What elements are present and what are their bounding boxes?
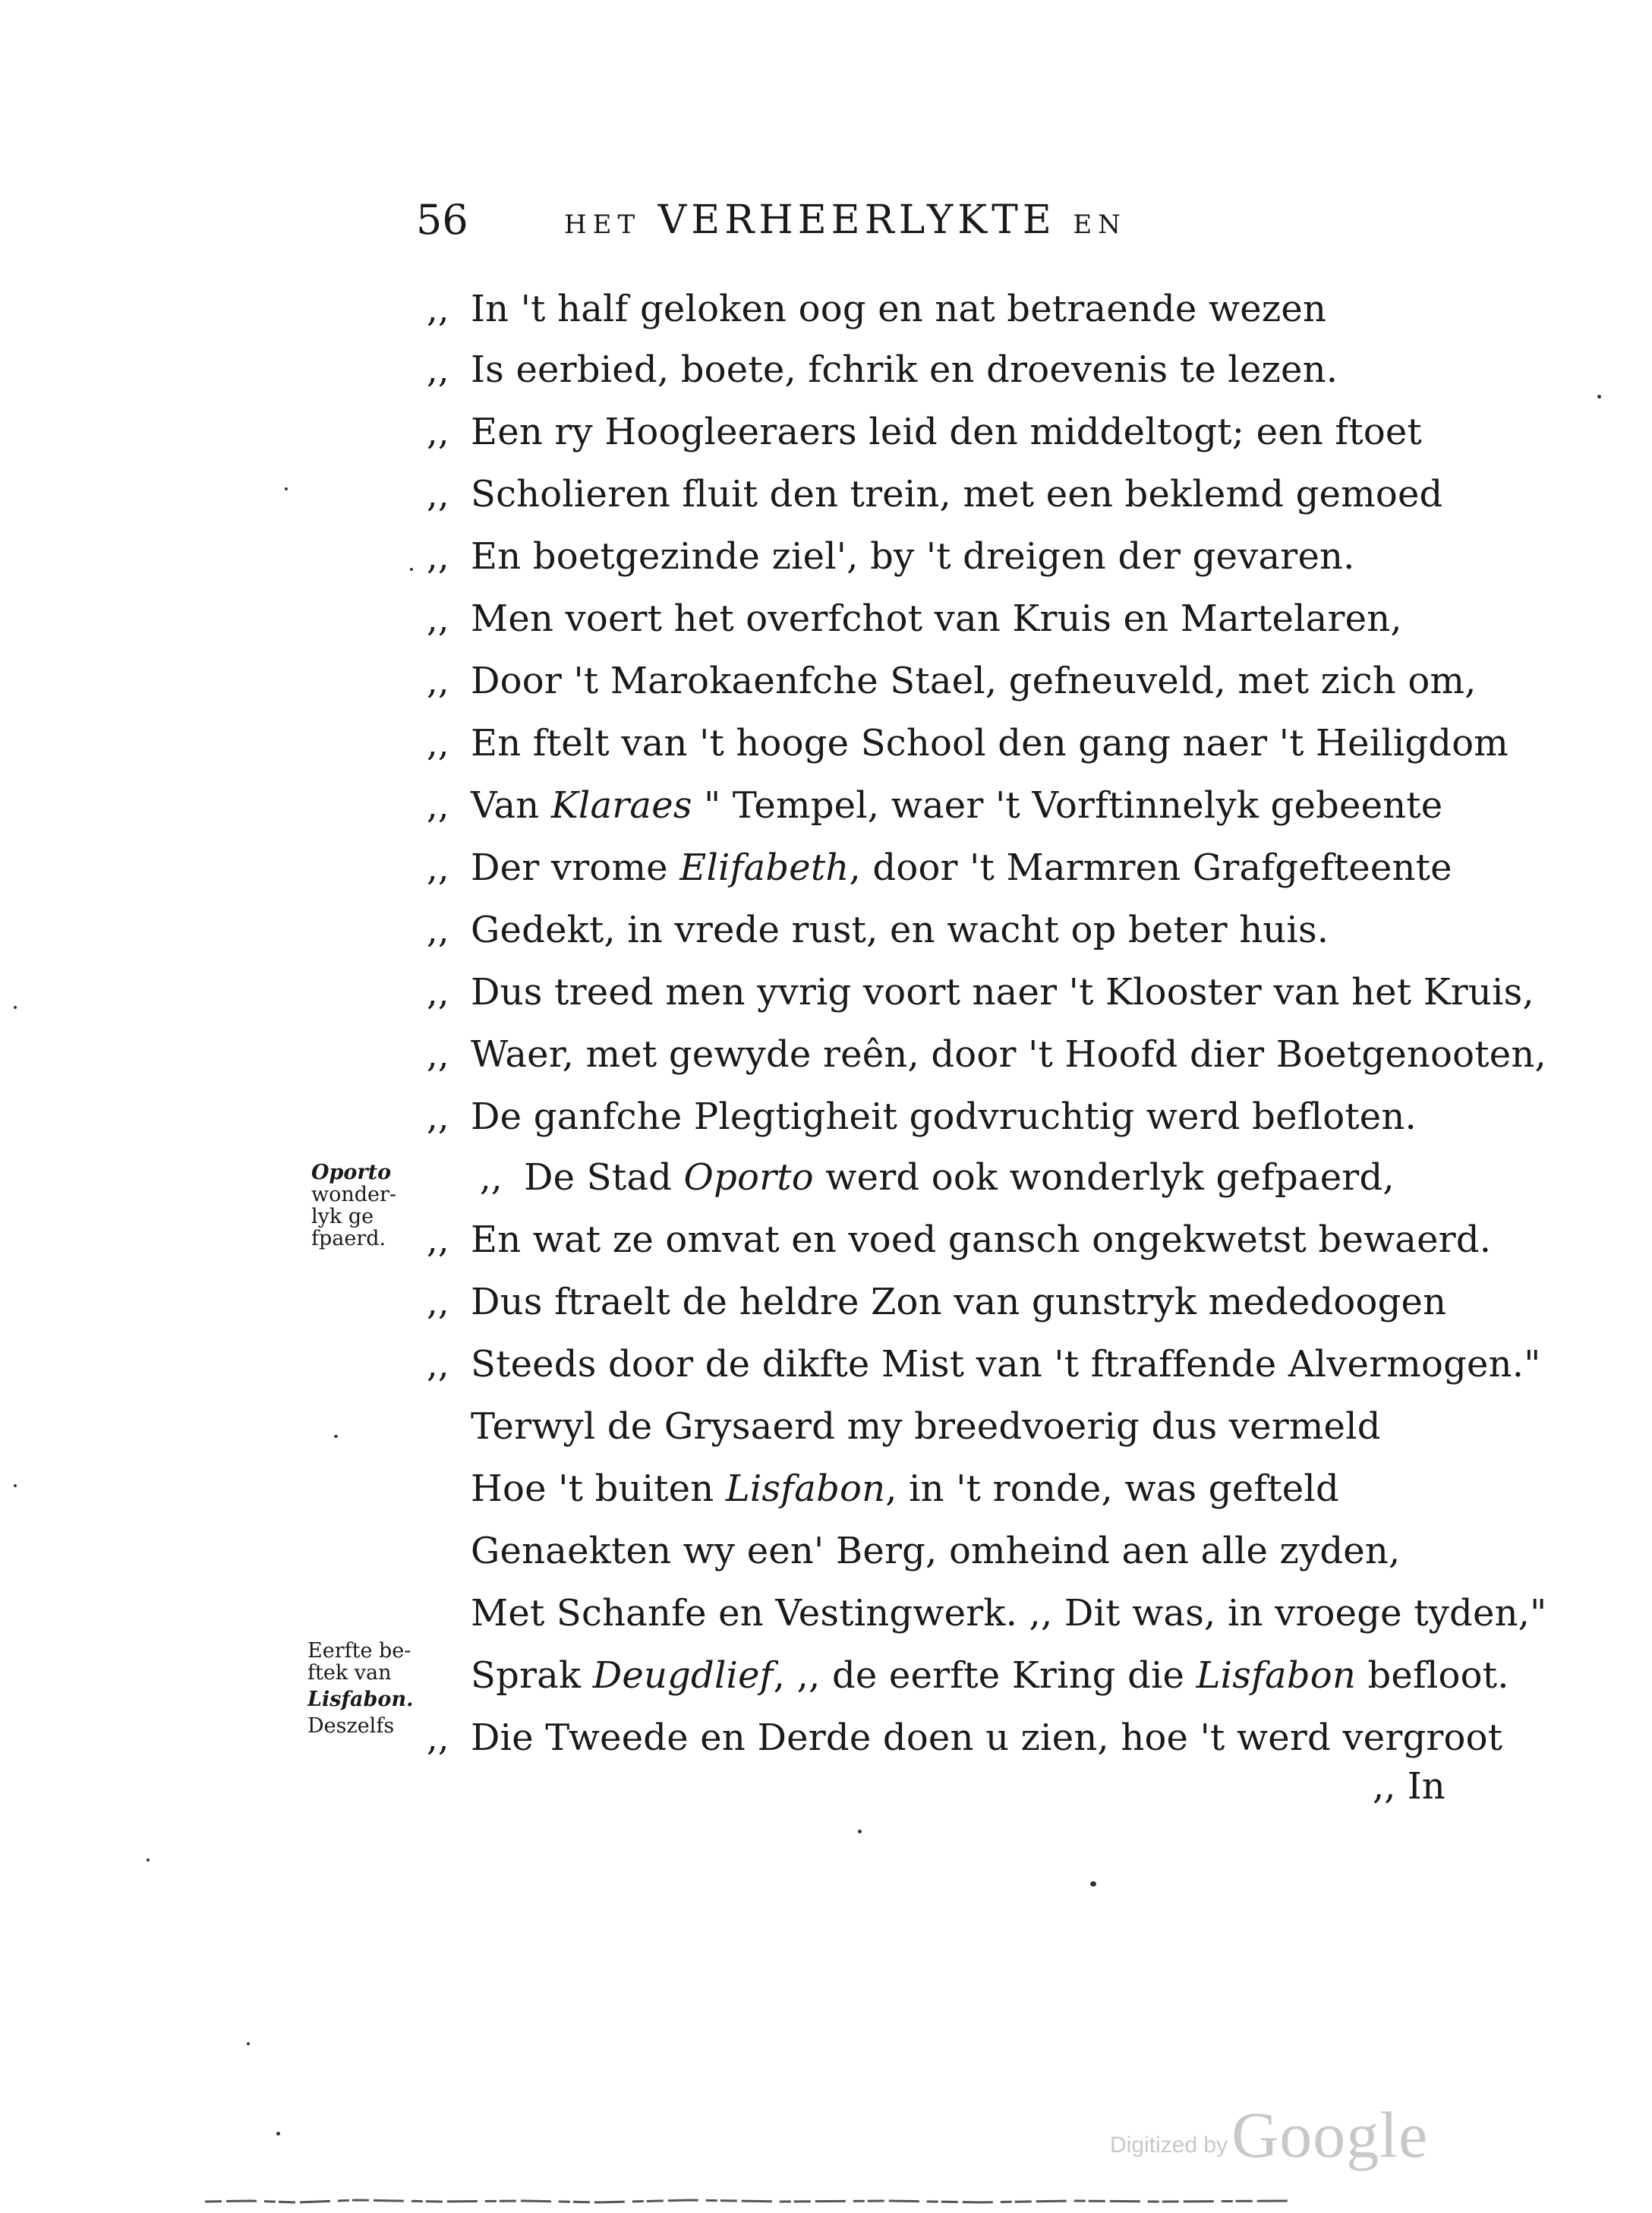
verse-line bbox=[427, 530, 1355, 583]
verse-line bbox=[471, 1649, 1509, 1702]
verse-fragment: , in 't ronde, was gefteld bbox=[885, 1467, 1339, 1510]
verse-fragment: En boetgezinde ziel', by 't dreigen der gevaren. bbox=[471, 535, 1355, 578]
verse-fragment: Van bbox=[471, 784, 551, 827]
verse-text bbox=[471, 597, 1402, 640]
quote-mark: ,, bbox=[427, 1034, 449, 1075]
verse-fragment: Gedekt, in vrede rust, en wacht op beter huis. bbox=[471, 909, 1329, 951]
marginal-line: Oporto bbox=[311, 1161, 392, 1184]
verse-fragment: " Tempel, waer 't Vorftinnelyk gebeente bbox=[692, 784, 1443, 827]
verse-line bbox=[480, 1151, 1395, 1204]
verse-fragment: Genaekten wy een' Berg, omheind aen alle zyden, bbox=[471, 1530, 1401, 1572]
quote-mark: ,, bbox=[427, 411, 449, 452]
verse-fragment: Dus ftraelt de heldre Zon van gunstryk mededoogen bbox=[471, 1281, 1447, 1323]
verse-text bbox=[471, 1343, 1540, 1385]
page-number: 56 bbox=[416, 196, 468, 244]
italic-name: Oporto bbox=[683, 1156, 814, 1199]
verse-line bbox=[427, 343, 1338, 396]
verse-text bbox=[471, 1281, 1446, 1323]
quote-mark: ,, bbox=[427, 972, 449, 1013]
marginal-line: Deszelfs bbox=[307, 1714, 395, 1738]
quote-mark: ,, bbox=[427, 288, 449, 329]
verse-text bbox=[471, 971, 1534, 1014]
verse-line bbox=[427, 1213, 1491, 1266]
verse-fragment: Hoe 't buiten bbox=[471, 1467, 726, 1510]
quote-mark: ,, bbox=[427, 1344, 449, 1385]
italic-name: Lisfabon bbox=[725, 1467, 886, 1510]
verse-line bbox=[427, 1028, 1546, 1081]
verse-text bbox=[471, 535, 1355, 578]
verse-line bbox=[427, 282, 1326, 336]
watermark-prefix: Digitized by bbox=[1110, 2133, 1228, 2158]
verse-text bbox=[471, 1095, 1417, 1138]
verse-fragment: Met Schanfe en Vestingwerk. ,, Dit was, in vroege tyden," bbox=[471, 1592, 1547, 1635]
verse-text bbox=[471, 1530, 1400, 1572]
verse-fragment: befloot. bbox=[1356, 1654, 1509, 1697]
verse-fragment: Een ry Hoogleeraers leid den middeltogt; een ftoet bbox=[471, 411, 1423, 453]
verse-fragment: Die Tweede en Derde doen u zien, hoe 't werd vergroot bbox=[471, 1716, 1503, 1759]
digitized-watermark bbox=[1110, 2097, 1428, 2173]
verse-line bbox=[427, 405, 1422, 459]
verse-fragment: De Stad bbox=[524, 1156, 684, 1199]
verse-text bbox=[471, 660, 1477, 702]
verse-fragment: , door 't Marmren Grafgefteente bbox=[849, 846, 1452, 889]
marginal-note-oporto bbox=[311, 1162, 396, 1250]
verse-text bbox=[471, 1716, 1502, 1759]
verse-fragment: In 't half geloken oog en nat betraende wezen bbox=[471, 288, 1327, 330]
italic-name: Klaraes bbox=[550, 784, 692, 827]
verse-line bbox=[427, 1711, 1502, 1764]
quote-mark: ,, bbox=[480, 1157, 503, 1198]
verse-line bbox=[427, 1275, 1446, 1329]
verse-text bbox=[471, 1467, 1339, 1510]
quote-mark: ,, bbox=[427, 1281, 449, 1322]
running-title-main: VERHEERLYKTE bbox=[657, 197, 1056, 243]
verse-line bbox=[427, 654, 1477, 708]
quote-mark: ,, bbox=[427, 723, 449, 764]
catchword: ,, In bbox=[1373, 1765, 1446, 1808]
verse-text bbox=[471, 1405, 1381, 1448]
marginal-line: Lisfabon. bbox=[307, 1688, 414, 1711]
verse-line bbox=[471, 1524, 1400, 1578]
verse-fragment: De ganfche Plegtigheit godvruchtig werd befloten. bbox=[471, 1095, 1417, 1138]
verse-fragment: Scholieren fluit den trein, met een beklemd gemoed bbox=[471, 473, 1443, 515]
italic-name: Deugdlief bbox=[592, 1654, 774, 1697]
verse-line bbox=[427, 717, 1509, 770]
verse-line bbox=[471, 1587, 1546, 1640]
marginal-line: ftek van bbox=[307, 1661, 392, 1685]
verse-line bbox=[427, 592, 1402, 645]
verse-text bbox=[471, 348, 1338, 391]
running-title bbox=[564, 194, 1127, 251]
verse-fragment: Steeds door de dikfte Mist van 't ftraffende Alvermogen." bbox=[471, 1343, 1541, 1385]
running-title-lead: HET bbox=[564, 210, 642, 240]
verse-line bbox=[427, 841, 1452, 894]
verse-line bbox=[471, 1462, 1339, 1515]
quote-mark: ,, bbox=[427, 1219, 449, 1260]
verse-line bbox=[427, 1338, 1540, 1391]
google-logo: Google bbox=[1231, 2098, 1429, 2171]
verse-fragment: Door 't Marokaenfche Stael, gefneuveld, met zich om, bbox=[471, 660, 1477, 702]
verse-line bbox=[427, 1090, 1417, 1143]
quote-mark: ,, bbox=[427, 1096, 449, 1137]
bottom-edge-mark bbox=[205, 2199, 1291, 2205]
italic-name: Elifabeth bbox=[679, 846, 850, 889]
verse-line bbox=[427, 779, 1442, 832]
page-header bbox=[416, 194, 1464, 247]
verse-fragment: Is eerbied, boete, fchrik en droevenis te lezen. bbox=[471, 348, 1338, 391]
running-title-tail: EN bbox=[1073, 210, 1127, 240]
verse-fragment: Der vrome bbox=[471, 846, 680, 889]
quote-mark: ,, bbox=[427, 660, 449, 701]
verse-fragment: Dus treed men yvrig voort naer 't Klooster van het Kruis, bbox=[471, 971, 1534, 1014]
verse-text bbox=[471, 1592, 1546, 1635]
verse-text bbox=[471, 722, 1509, 764]
quote-mark: ,, bbox=[427, 598, 449, 639]
verse-line bbox=[427, 903, 1329, 957]
verse-text bbox=[471, 473, 1442, 515]
quote-mark: ,, bbox=[427, 1717, 449, 1758]
verse-text bbox=[471, 1218, 1491, 1261]
verse-line bbox=[427, 966, 1534, 1019]
verse-fragment: Sprak bbox=[471, 1654, 593, 1697]
verse-fragment: Waer, met gewyde reên, door 't Hoofd dier Boetgenooten, bbox=[471, 1033, 1546, 1076]
quote-mark: ,, bbox=[427, 536, 449, 577]
quote-mark: ,, bbox=[427, 785, 449, 826]
verse-text bbox=[524, 1156, 1395, 1199]
marginal-line: fpaerd. bbox=[311, 1227, 386, 1250]
verse-line bbox=[471, 1400, 1381, 1453]
quote-mark: ,, bbox=[427, 474, 449, 515]
verse-text bbox=[471, 288, 1326, 330]
verse-fragment: Terwyl de Grysaerd my breedvoerig dus vermeld bbox=[471, 1405, 1381, 1448]
quote-mark: ,, bbox=[427, 909, 449, 950]
quote-mark: ,, bbox=[427, 847, 449, 888]
verse-text bbox=[471, 411, 1422, 453]
verse-text bbox=[471, 846, 1452, 889]
quote-mark: ,, bbox=[427, 349, 449, 390]
marginal-note-lisfabon bbox=[307, 1640, 413, 1737]
verse-fragment: Men voert het overfchot van Kruis en Martelaren, bbox=[471, 597, 1402, 640]
marginal-line: lyk ge bbox=[311, 1205, 374, 1228]
verse-text bbox=[471, 1654, 1509, 1697]
marginal-line: wonder- bbox=[311, 1183, 397, 1206]
marginal-line: Eerfte be- bbox=[307, 1639, 411, 1663]
verse-fragment: En ftelt van 't hooge School den gang naer 't Heiligdom bbox=[471, 722, 1509, 764]
verse-text bbox=[471, 909, 1329, 951]
verse-text bbox=[471, 784, 1442, 827]
italic-name: Lisfabon bbox=[1196, 1654, 1356, 1697]
verse-fragment: werd ook wonderlyk gefpaerd, bbox=[813, 1156, 1395, 1199]
verse-fragment: , ,, de eerfte Kring die bbox=[773, 1654, 1196, 1697]
verse-fragment: En wat ze omvat en voed gansch ongekwetst bewaerd. bbox=[471, 1218, 1492, 1261]
verse-line bbox=[427, 468, 1442, 521]
verse-text bbox=[471, 1033, 1546, 1076]
